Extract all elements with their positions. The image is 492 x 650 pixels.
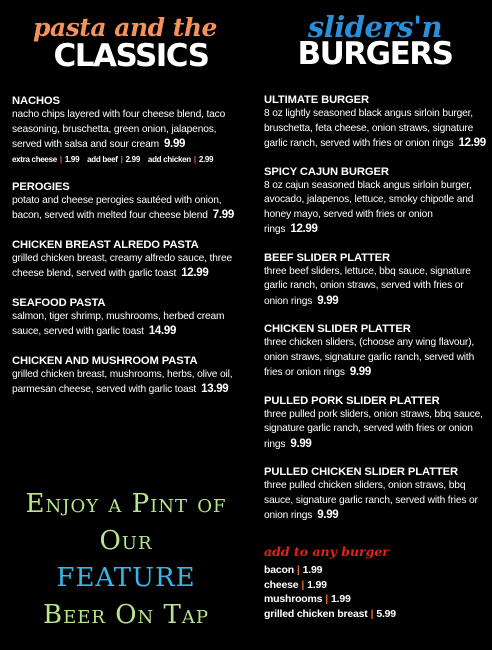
- menu-item-spicy-cajun-burger: [264, 165, 486, 238]
- item-description: [264, 479, 486, 524]
- extra-item: [12, 155, 79, 164]
- item-desc-text: salmon, tiger shrimp, mushrooms, herbed cream sauce, served with garlic toast: [12, 310, 225, 337]
- pasta-classics-column: [12, 0, 244, 412]
- addon-label: grilled chicken breast: [264, 607, 368, 620]
- extra-price: 1.99: [64, 154, 80, 164]
- pasta-items-list: [12, 94, 244, 398]
- item-description: [264, 336, 486, 381]
- menu-item-chicken-alfredo: [12, 238, 244, 282]
- item-description: [12, 310, 244, 340]
- burgers-title: BURGERS: [297, 36, 453, 72]
- menu-item-ultimate-burger: [264, 93, 486, 152]
- menu-item-pulled-pork-slider-platter: [264, 394, 486, 453]
- separator-bar: |: [120, 154, 123, 164]
- item-price: 9.99: [163, 138, 186, 150]
- promo-line-2: Our: [99, 526, 153, 556]
- item-description: [264, 265, 486, 310]
- addon-item: [264, 607, 486, 622]
- burger-addons: [264, 544, 486, 621]
- addon-price: 1.99: [307, 578, 327, 591]
- item-price: 9.99: [349, 366, 371, 378]
- addon-price: 1.99: [302, 564, 323, 576]
- item-description: [264, 179, 486, 238]
- item-price: 12.99: [290, 223, 318, 235]
- menu-item-pulled-chicken-slider-platter: [264, 465, 486, 524]
- beer-promo: [0, 486, 252, 634]
- item-price: 9.99: [317, 294, 339, 307]
- item-name: PULLED PORK SLIDER PLATTER: [264, 394, 440, 407]
- item-name: CHICKEN BREAST ALREDO PASTA: [12, 238, 199, 251]
- separator-bar: |: [59, 154, 62, 164]
- promo-line-4: Beer On Tap: [43, 600, 209, 630]
- item-price: 12.99: [181, 267, 209, 279]
- item-name: CHICKEN SLIDER PLATTER: [264, 323, 411, 335]
- nachos-extras: [12, 154, 244, 166]
- item-desc-text: 8 oz cajun seasoned black angus sirloin burger, avocado, jalapenos, lettuce, smoky chipotle and honey mayo, served with fries or onion rings: [264, 179, 474, 235]
- burgers-section-heading: [264, 0, 486, 70]
- promo-line-3: FEATURE: [56, 563, 196, 593]
- item-desc-text: nacho chips layered with four cheese blend, taco seasoning, bruschetta, green onion, jalapenos, served with salsa and sour cream: [12, 109, 226, 150]
- item-description: [264, 408, 486, 453]
- item-desc-text: 8 oz lightly seasoned black angus sirloin burger, bruschetta, feta cheese, onion straws, signature garlic ranch, served with fries or onion rings: [264, 108, 474, 149]
- separator-bar: |: [301, 578, 305, 591]
- item-desc-text: three beef sliders, lettuce, bbq sauce, signature garlic ranch, onion straws, served with fries or onion rings: [264, 265, 471, 307]
- item-price: 13.99: [201, 383, 229, 395]
- addon-label: bacon: [264, 564, 294, 576]
- menu-item-chicken-slider-platter: [264, 322, 486, 381]
- addon-item: [264, 578, 486, 593]
- item-name: ULTIMATE BURGER: [264, 94, 369, 106]
- extra-label: add chicken: [147, 154, 191, 164]
- extra-price: 2.99: [198, 154, 214, 164]
- addon-item: [264, 592, 486, 607]
- item-price: 12.99: [458, 137, 486, 149]
- item-name: PULLED CHICKEN SLIDER PLATTER: [264, 466, 458, 478]
- item-name: SEAFOOD PASTA: [12, 296, 106, 309]
- separator-bar: |: [370, 607, 374, 620]
- extra-price: 2.99: [125, 154, 140, 164]
- promo-line-1: Enjoy a Pint of: [25, 489, 227, 519]
- addon-label: mushrooms: [264, 593, 323, 605]
- burger-items-list: [264, 93, 486, 524]
- item-description: [12, 194, 244, 224]
- item-name: NACHOS: [12, 95, 60, 107]
- addon-label: cheese: [264, 578, 299, 591]
- addon-price: 1.99: [331, 593, 351, 605]
- item-description: [12, 108, 244, 153]
- item-price: 9.99: [317, 509, 339, 521]
- addon-price: 5.99: [376, 607, 396, 620]
- item-name: BEEF SLIDER PLATTER: [264, 251, 390, 264]
- separator-bar: |: [193, 154, 196, 164]
- item-desc-text: grilled chicken breast, creamy alfredo sauce, three cheese blend, served with garlic toast: [12, 252, 232, 279]
- item-desc-text: three pulled chicken sliders, onion straws, bbq sauce, signature garlic ranch, served with fries or onion rings: [264, 480, 478, 521]
- item-price: 14.99: [148, 325, 177, 337]
- menu-item-beef-slider-platter: [264, 251, 486, 310]
- pasta-section-heading: [12, 0, 244, 72]
- extra-item: [87, 155, 140, 164]
- item-name: SPICY CAJUN BURGER: [264, 165, 389, 178]
- item-description: [12, 252, 244, 282]
- menu-item-nachos: [12, 94, 244, 166]
- separator-bar: |: [296, 564, 300, 576]
- extra-label: extra cheese: [12, 154, 57, 164]
- extra-label: add beef: [87, 154, 118, 164]
- item-name: PEROGIES: [12, 180, 70, 193]
- menu-item-seafood-pasta: [12, 296, 244, 340]
- item-name: CHICKEN AND MUSHROOM PASTA: [12, 354, 198, 367]
- menu-item-chicken-mushroom-pasta: [12, 354, 244, 398]
- separator-bar: |: [325, 593, 329, 605]
- item-description: [264, 107, 486, 152]
- item-description: [12, 368, 244, 398]
- item-desc-text: grilled chicken breast, mushrooms, herbs, olive oil, parmesan cheese, served with garlic toast: [12, 368, 233, 395]
- item-desc-text: potato and cheese perogies sautéed with onion, bacon, served with melted four cheese blend: [12, 194, 222, 221]
- item-desc-text: three pulled pork sliders, onion straws, bbq sauce, signature garlic ranch, served with fries or onion rings: [264, 408, 483, 450]
- item-desc-text: three chicken sliders, (choose any wing flavour), onion straws, signature garlic ranch, served with fries or onion rings: [264, 337, 475, 378]
- pasta-script-title: pasta and the: [33, 13, 217, 42]
- extra-item: [148, 155, 213, 164]
- menu-item-perogies: [12, 180, 244, 224]
- item-price: 9.99: [290, 437, 312, 450]
- classics-title: CLASSICS: [53, 38, 209, 74]
- sliders-script-title: sliders'n: [307, 10, 443, 44]
- item-price: 7.99: [212, 209, 234, 221]
- addon-item: [264, 563, 486, 578]
- addons-title: add to any burger: [264, 544, 389, 559]
- burgers-column: [264, 0, 486, 537]
